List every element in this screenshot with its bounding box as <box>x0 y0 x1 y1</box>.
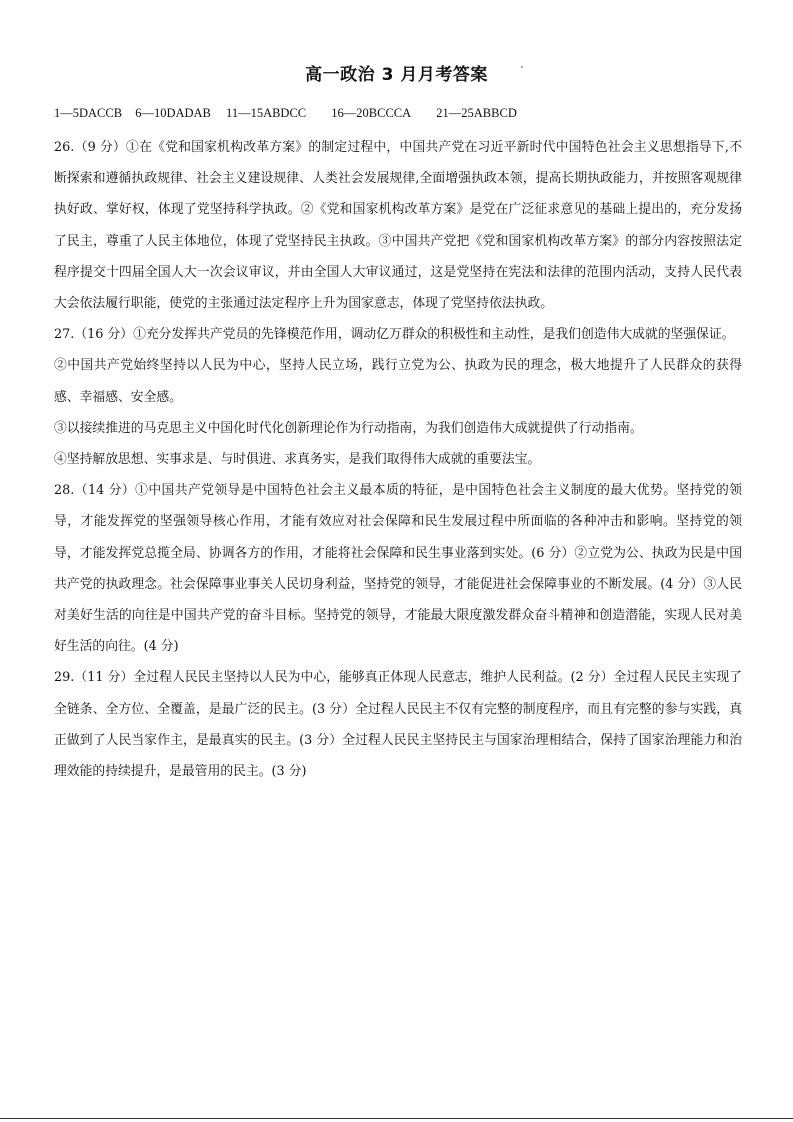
answer-body <box>54 132 742 787</box>
answer-27-point-3: ③以接续推进的马克思主义中国化时代化创新理论作为行动指南，为我们创造伟大成就提供了行动指南。 <box>54 420 643 436</box>
answer-27-point-1: 27.（16 分）①充分发挥共产党员的先锋模范作用，调动亿万群众的积极性和主动性，是我们创造伟大成就的坚强保证。 <box>54 327 735 343</box>
stray-dot <box>521 66 523 68</box>
mc-answer-group: 16—20BCCCA <box>331 106 412 120</box>
answer-27-point-4: ④坚持解放思想、实事求是、与时俱进、求真务实，是我们取得伟大成就的重要法宝。 <box>54 452 541 468</box>
page-title: 高一政治 3 月月考答案 <box>305 65 488 85</box>
answer-28: 28.（14 分）①中国共产党领导是中国特色社会主义最本质的特征，是中国特色社会主义制度的最大优势。坚持党的领导，才能发挥党的坚强领导核心作用，才能有效应对社会保障和民生发展过程中所面临的各种冲击和影响。坚持党的领导，才能发挥党总揽全局、协调各方的作用，才能将社会保障和民生事业落到实处。(6 分）②立党为公、执政为民是中国共产党的执政理念。社会保障事业事关人民切身利益，坚持党的领导，才能促进社会保障事业的不断发展。(4 分）③人民对美好生活的向往是中国共产党的奋斗目标。坚持党的领导，才能最大限度激发群众奋斗精神和创造潜能，实现人民对美好生活的向往。(4 分) <box>54 483 742 655</box>
answer-29: 29.（11 分）全过程人民民主坚持以人民为中心，能够真正体现人民意志，维护人民利益。(2 分）全过程人民民主实现了全链条、全方位、全覆盖，是最广泛的民主。(3 分）全过程人民民主不仅有完整的制度程序，而且有完整的参与实践，真正做到了人民当家作主，是最真实的民主。(3 分）全过程人民民主坚持民主与国家治理相结合，保持了国家治理能力和治理效能的持续提升，是最管用的民主。(3 分) <box>54 670 742 780</box>
mc-answer-group: 11—15ABDCC <box>226 106 307 120</box>
mc-answer-group: 6—10DADAB <box>135 106 211 120</box>
bottom-divider <box>0 1118 793 1119</box>
answer-27-point-2: ②中国共产党始终坚持以人民为中心，坚持人民立场，践行立党为公、执政为民的理念，极大地提升了人民群众的获得感、幸福感、安全感。 <box>54 358 742 405</box>
mc-answer-group: 21—25ABBCD <box>436 106 517 120</box>
multiple-choice-answers <box>54 106 517 121</box>
mc-answer-group: 1—5DACCB <box>54 106 123 120</box>
answer-26: 26.（9 分）①在《党和国家机构改革方案》的制定过程中，中国共产党在习近平新时代中国特色社会主义思想指导下,不断探索和遵循执政规律、社会主义建设规律、人类社会发展规律,全面增强执政本领，提高长期执政能力，并按照客观规律执好政、掌好权，体现了党坚持科学执政。②《党和国家机构改革方案》是党在广泛征求意见的基础上提出的，充分发扬了民主，尊重了人民主体地位，体现了党坚持民主执政。③中国共产党把《党和国家机构改革方案》的部分内容按照法定程序提交十四届全国人大一次会议审议，并由全国人大审议通过，这是党坚持在宪法和法律的范围内活动，支持人民代表大会依法履行职能，使党的主张通过法定程序上升为国家意志，体现了党坚持依法执政。 <box>54 140 742 312</box>
